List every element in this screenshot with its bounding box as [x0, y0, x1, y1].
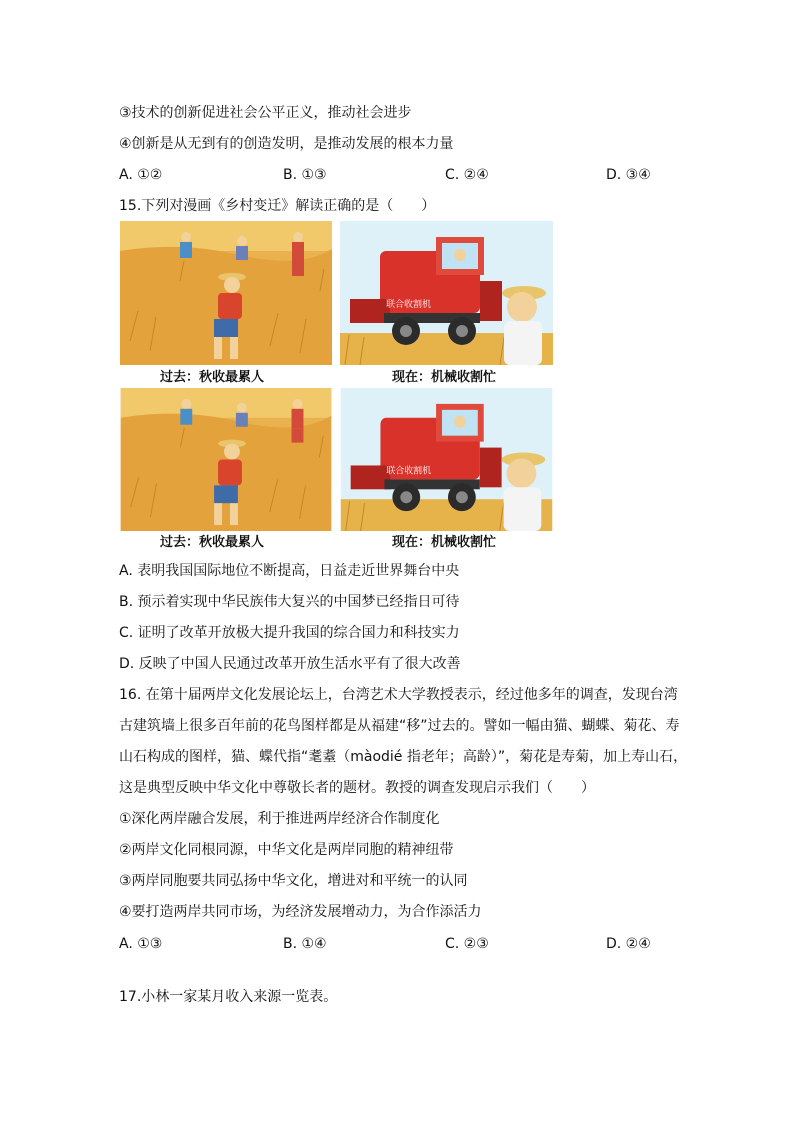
q14-option-d: D. ③④	[606, 167, 651, 183]
q16-stem-line-3: 山石构成的图样，猫、蝶代指“耄耋（màodié 指老年；高龄）”，菊花是寿菊，加上寿山石，	[119, 749, 688, 765]
q15-stem: 15.下列对漫画《乡村变迁》解读正确的是（ ）	[119, 198, 436, 214]
q16-stem-line-4: 这是典型反映中华文化中尊敬长者的题材。教授的调查发现启示我们（ ）	[119, 780, 595, 796]
combine-harvester-illustration	[340, 221, 553, 365]
comic-panel-now-repeat	[340, 388, 553, 531]
q16-item-2: ②两岸文化同根同源，中华文化是两岸同胞的精神纽带	[119, 842, 454, 858]
q15-option-c: C. 证明了改革开放极大提升我国的综合国力和科技实力	[119, 625, 460, 641]
harvest-by-hand-illustration	[120, 221, 332, 365]
q14-option-a: A. ①②	[119, 167, 163, 183]
q14-option-b: B. ①③	[283, 167, 327, 183]
caption-now-repeat: 现在：机械收割忙	[392, 535, 497, 550]
q16-item-4: ④要打造两岸共同市场，为经济发展增动力，为合作添活力	[119, 904, 482, 920]
q16-option-d: D. ②④	[606, 936, 651, 952]
q14-item-3: ③技术的创新促进社会公平正义，推动社会进步	[119, 105, 412, 121]
q15-option-d: D. 反映了中国人民通过改革开放生活水平有了很大改善	[119, 656, 461, 672]
q16-stem-line-1: 16. 在第十届两岸文化发展论坛上，台湾艺术大学教授表示，经过他多年的调查，发现台湾	[119, 687, 678, 703]
harvest-by-hand-illustration	[120, 388, 332, 531]
machine-label: 联合收割机	[386, 300, 432, 310]
q15-option-a: A. 表明我国国际地位不断提高，日益走近世界舞台中央	[119, 563, 460, 579]
comic-panel-past-repeat	[120, 388, 332, 531]
q16-item-1: ①深化两岸融合发展，利于推进两岸经济合作制度化	[119, 811, 440, 827]
q15-option-b: B. 预示着实现中华民族伟大复兴的中国梦已经指日可待	[119, 594, 460, 610]
caption-now: 现在：机械收割忙	[392, 370, 497, 385]
q14-option-c: C. ②④	[445, 167, 489, 183]
caption-past: 过去：秋收最累人	[160, 370, 265, 385]
combine-harvester-illustration	[340, 388, 553, 531]
q14-item-4: ④创新是从无到有的创造发明，是推动发展的根本力量	[119, 136, 454, 152]
q16-option-b: B. ①④	[283, 936, 327, 952]
caption-past-repeat: 过去：秋收最累人	[160, 535, 265, 550]
q16-stem-line-2: 古建筑墙上很多百年前的花鸟图样都是从福建“移”过去的。譬如一幅由猫、蝴蝶、菊花、寿	[119, 718, 680, 734]
comic-panel-past	[120, 221, 332, 365]
q16-option-a: A. ①③	[119, 936, 163, 952]
comic-panel-now	[340, 221, 553, 365]
machine-label: 联合收割机	[386, 466, 432, 477]
q16-item-3: ③两岸同胞要共同弘扬中华文化，增进对和平统一的认同	[119, 873, 468, 889]
q17-stem: 17.小林一家某月收入来源一览表。	[119, 989, 338, 1005]
q16-option-c: C. ②③	[445, 936, 489, 952]
